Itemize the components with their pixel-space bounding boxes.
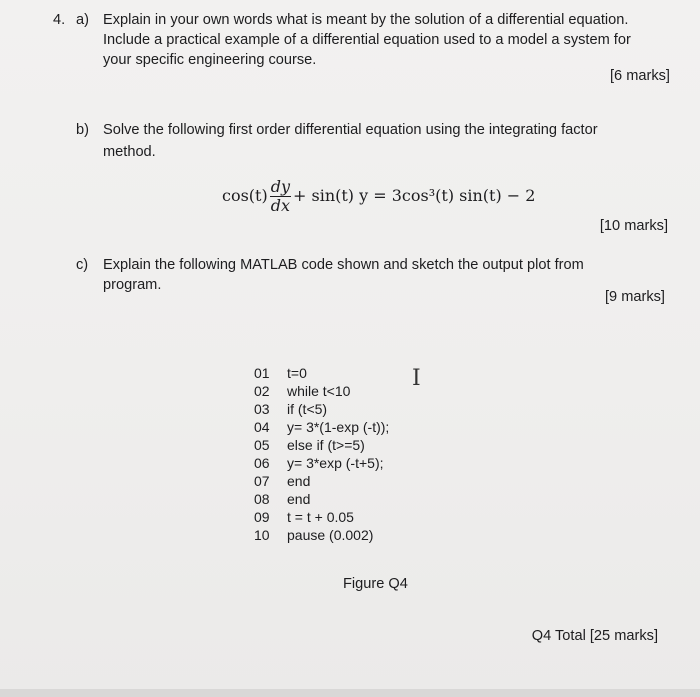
fraction-denominator: dx (270, 196, 290, 215)
code-line-number: 07 (254, 473, 270, 489)
part-b-marks: [10 marks] (599, 218, 668, 234)
part-c-marks: [9 marks] (604, 289, 665, 305)
question-number: 4. (53, 12, 66, 28)
differential-equation (222, 178, 535, 215)
matlab-code-listing (254, 364, 389, 544)
code-line-number: 03 (254, 401, 270, 417)
code-line-number: 06 (254, 455, 270, 471)
part-a-line-2: Include a practical example of a differential equation used to a model a system for (103, 32, 631, 48)
part-b-label: b) (76, 122, 89, 138)
code-line-number: 10 (254, 527, 270, 543)
equation-rest: + sin(t) y = 3cos³(t) sin(t) − 2 (293, 186, 536, 205)
code-line (254, 490, 389, 508)
code-line (254, 454, 389, 472)
code-line (254, 436, 389, 454)
code-line-text: pause (0.002) (287, 527, 374, 543)
code-line-text: y= 3*exp (-t+5); (287, 455, 384, 471)
code-line-text: else if (t>=5) (287, 437, 365, 453)
part-b-line-1: Solve the following first order differential equation using the integrating factor (103, 122, 598, 138)
text-cursor-icon: I (412, 366, 421, 391)
code-line-number: 01 (254, 365, 270, 381)
code-line-number: 02 (254, 383, 270, 399)
code-line (254, 382, 389, 400)
code-line-text: if (t<5) (287, 401, 328, 417)
part-a-label: a) (76, 12, 89, 28)
code-line-text: while t<10 (287, 383, 351, 399)
part-a-line-1: Explain in your own words what is meant by the solution of a differential equation. (103, 12, 629, 28)
code-line-text: y= 3*(1-exp (-t)); (287, 419, 390, 435)
code-line-number: 05 (254, 437, 270, 453)
code-line-number: 08 (254, 491, 270, 507)
code-line (254, 418, 389, 436)
part-c-line-1: Explain the following MATLAB code shown and sketch the output plot from (103, 257, 584, 273)
part-c-line-2: program. (103, 277, 162, 293)
equation-lhs-prefix: cos(t) (222, 186, 268, 205)
code-line (254, 364, 389, 382)
derivative-fraction (270, 178, 291, 215)
code-line (254, 400, 389, 418)
question-total: Q4 Total [25 marks] (531, 628, 658, 644)
part-a-marks: [6 marks] (609, 68, 670, 84)
part-a-line-3: your specific engineering course. (103, 52, 317, 68)
part-b-line-2: method. (103, 144, 156, 160)
part-c-label: c) (76, 257, 89, 273)
code-line (254, 508, 389, 526)
code-line-number: 09 (254, 509, 270, 525)
code-line-text: end (287, 491, 311, 507)
code-line (254, 472, 389, 490)
code-line-number: 04 (254, 419, 270, 435)
fraction-numerator: dy (270, 177, 290, 196)
code-line-text: t = t + 0.05 (287, 509, 354, 525)
figure-caption: Figure Q4 (343, 576, 408, 592)
code-line-text: t=0 (287, 365, 307, 381)
page-edge (0, 689, 700, 697)
code-line (254, 526, 389, 544)
code-line-text: end (287, 473, 311, 489)
